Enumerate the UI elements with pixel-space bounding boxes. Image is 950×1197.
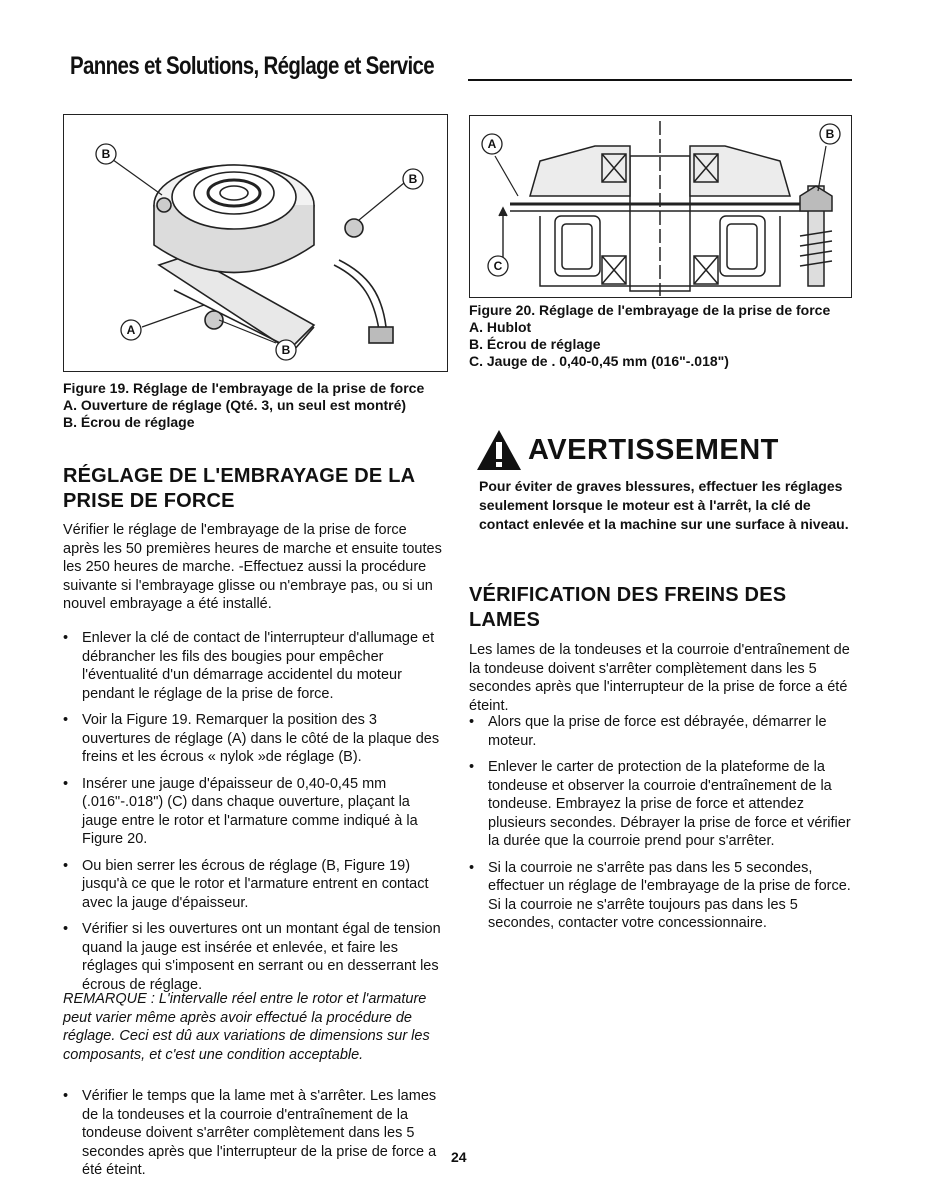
figure-19-caption [63,380,443,431]
warning-text: Pour éviter de graves blessures, effectuer les réglages seulement lorsque le moteur est à l'arrêt, la clé de contact enlevée et la machine sur une surface à niveau. [479,478,849,532]
section-heading-blade-brake: VÉRIFICATION DES FREINS DES LAMES [469,584,787,631]
fig20-callout-a: A [487,137,497,151]
fig20-caption-b: B. Écrou de réglage [469,336,601,352]
section1-intro: Vérifier le réglage de l'embrayage de la prise de force après les 50 premières heures de marche et ensuite toutes les 250 heures de marche. -Effectuez aussi la procédure suivante si l'embrayage glisse ou n'embraye pas, ou si un nouvel embrayage a été installé. [63,522,442,612]
fig20-caption-title: Figure 20. Réglage de l'embrayage de la prise de force [469,302,831,318]
list-item: • Enlever la clé de contact de l'interrupteur d'allumage et débrancher les fils des bougies pour empêcher l'éventualité d'un démarrage accidentel du moteur pendant le réglage de la prise de force. [63,629,445,703]
section2-bullet-list [469,713,851,941]
list-item: • Ou bien serrer les écrous de réglage (B, Figure 19) jusqu'à ce que le rotor et l'armature entrent en contact avec la jauge d'épaisseur. [63,857,445,913]
clutch-section-drawing [470,116,851,297]
section1-remark: REMARQUE : L'intervalle réel entre le rotor et l'armature peut varier même après avoir effectué la procédure de réglage. Ceci est dû aux variations de dimensions sur les composants, et c'est une condition acceptable. [63,991,430,1063]
figure-19-illustration [63,114,448,372]
fig19-caption-title: Figure 19. Réglage de l'embrayage de la prise de force [63,380,425,396]
list-item: • Voir la Figure 19. Remarquer la position des 3 ouvertures de réglage (A) dans le côté de la plaque des freins et les écrous « nylok »de réglage (B). [63,711,445,767]
fig19-callout-b2: B [408,172,418,186]
fig20-caption-c: C. Jauge de . 0,40-0,45 mm (016"-.018") [469,353,729,369]
section1-bullet-list [63,629,445,1002]
list-item: • Insérer une jauge d'épaisseur de 0,40-0,45 mm (.016"-.018") (C) dans chaque ouverture, plaçant la jauge entre le rotor et l'armature comme indiqué à la Figure 20. [63,775,445,849]
list-item: • Vérifier si les ouvertures ont un montant égal de tension quand la jauge est insérée et enlevée, et faire les réglages qui s'imposent en serrant ou en desserrant les écrous de réglage. [63,920,445,994]
header-rule [468,79,852,81]
section1-last-bullet-container [63,1087,445,1180]
fig20-callout-b: B [825,127,835,141]
page-header-title: Pannes et Solutions, Réglage et Service [70,52,435,80]
fig19-caption-b: B. Écrou de réglage [63,414,195,430]
list-item: • Enlever le carter de protection de la plateforme de la tondeuse et observer la courroie d'entraînement de la tondeuse. Embrayez la prise de force et attendez plusieurs secondes. Débrayer la prise de force et vérifier la durée que la courroie prend pour s'arrêter. [469,758,851,851]
figure-20-illustration [469,115,852,298]
list-item: • Si la courroie ne s'arrête pas dans les 5 secondes, effectuer un réglage de l'embrayage de la prise de force. Si la courroie ne s'arrête toujours pas dans les 5 secondes, contacter votre concessionnaire. [469,859,851,933]
fig20-callout-c: C [493,259,503,273]
fig20-caption-a: A. Hublot [469,319,532,335]
fig19-callout-b3: B [281,343,291,357]
list-item: • Alors que la prise de force est débrayée, démarrer le moteur. [469,713,851,750]
section2-intro: Les lames de la tondeuses et la courroie d'entraînement de la tondeuse doivent s'arrêter complètement dans les 5 secondes après que l'interrupteur de la prise de force a été éteint. [469,642,850,714]
fig19-callout-a: A [126,323,136,337]
fig19-callout-b1: B [101,147,111,161]
fig19-caption-a: A. Ouverture de réglage (Qté. 3, un seul est montré) [63,397,407,413]
page-number: 24 [451,1149,467,1165]
warning-triangle-icon [475,428,523,472]
list-item: • Vérifier le temps que la lame met à s'arrêter. Les lames de la tondeuses et la courroie d'entraînement de la tondeuse doivent s'arrêter complètement dans les 5 secondes après que l'interrupteur de la prise de force a été éteint. [63,1087,445,1180]
warning-title: AVERTISSEMENT [528,434,779,466]
clutch-drawing [64,115,447,371]
figure-20-caption [469,302,850,370]
section-heading-clutch-adjust: RÉGLAGE DE L'EMBRAYAGE DE LA PRISE DE FORCE [63,465,415,512]
